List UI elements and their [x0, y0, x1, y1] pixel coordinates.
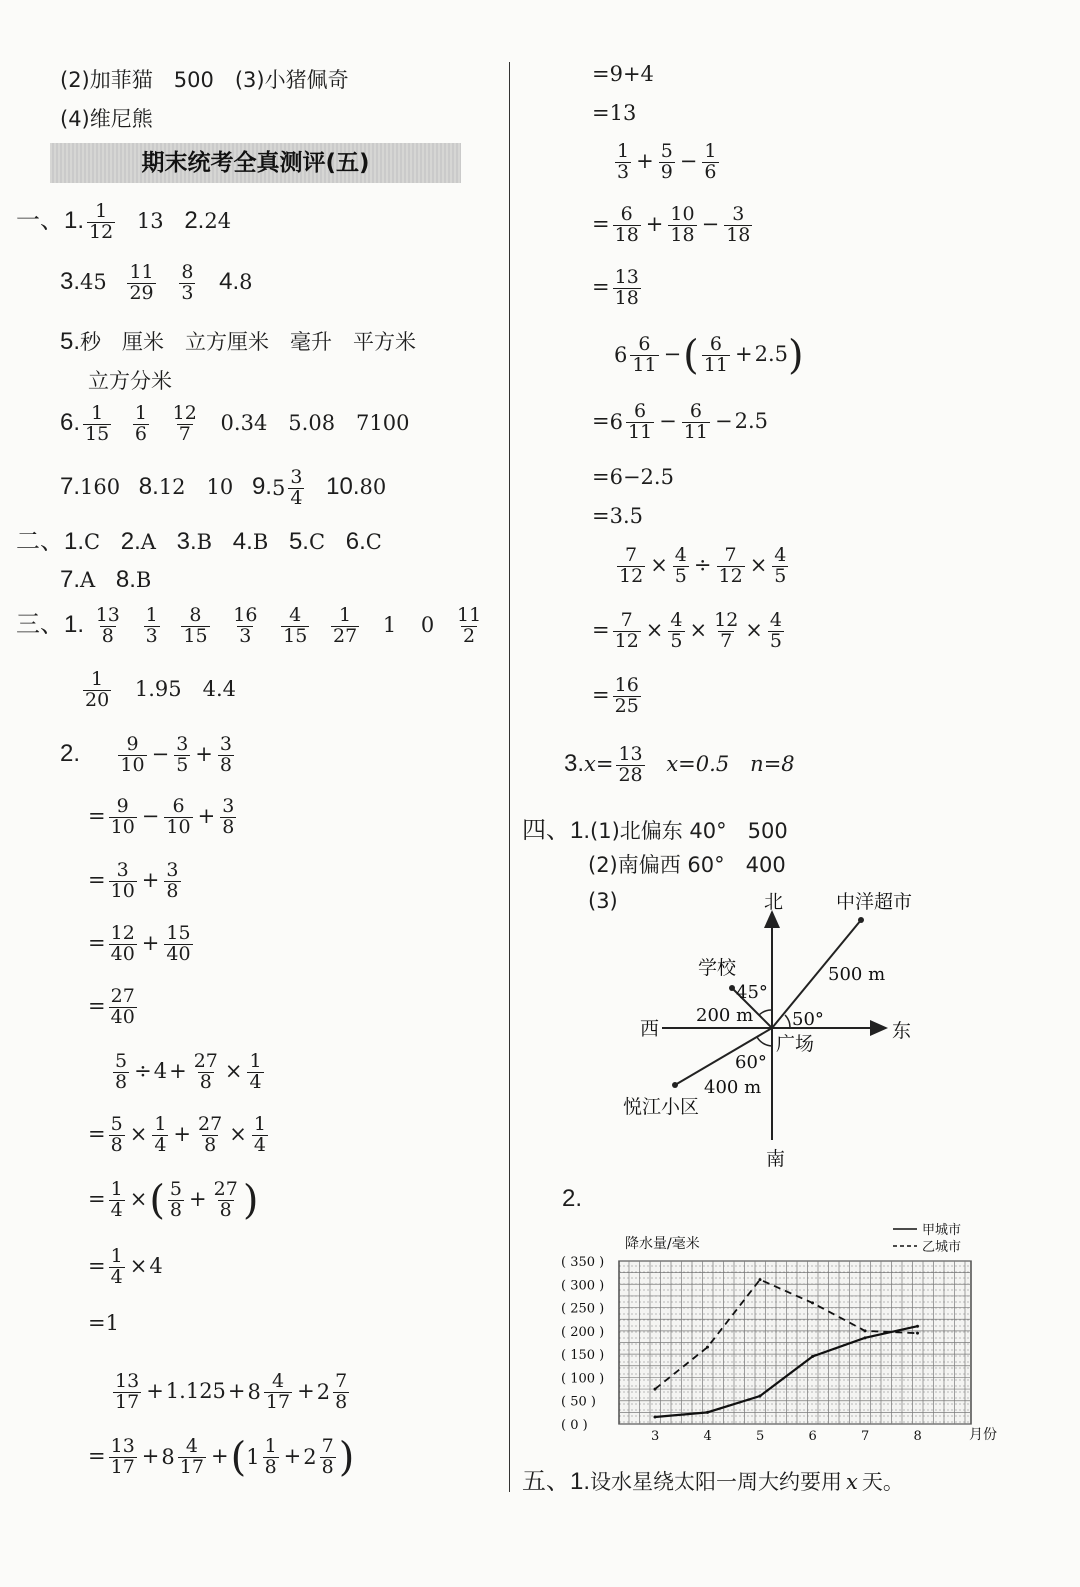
y-axis-label: 降水量/毫米: [625, 1236, 700, 1252]
answer-value: 0.34 5.08 7100: [220, 410, 410, 435]
s1-row2: [60, 263, 252, 304]
fraction: $\frac{4}{15}$: [283, 604, 308, 647]
question-number: 9.: [251, 472, 272, 500]
y-tick-label: ( 50 ): [561, 1394, 596, 1410]
answer-value: B: [252, 530, 269, 554]
data-point: [916, 1332, 919, 1335]
fraction: $\frac{8}{15}$: [183, 604, 208, 647]
question-number: 2.: [562, 1185, 583, 1212]
answer-value: C: [308, 530, 326, 554]
west-label: 西: [640, 1018, 660, 1040]
fraction: $\frac{1}{27}$: [332, 604, 358, 647]
answer-value: 45: [80, 269, 107, 294]
s1-row3: [60, 326, 416, 356]
section-label: 五、1.: [522, 1468, 591, 1495]
fraction: $\frac{11}{29}$: [129, 261, 154, 304]
x-tick-label: 3: [651, 1429, 660, 1444]
legend-label: 乙城市: [922, 1240, 962, 1255]
calc-line: =3.5: [592, 504, 643, 528]
calc-line: 2. $\frac{9}{10}$ − $\frac{3}{5}$ + $\frac{3}{8}$: [60, 733, 232, 776]
answer-value: 0: [420, 612, 435, 637]
answer-value: B: [196, 530, 213, 554]
data-point: [811, 1301, 814, 1304]
y-tick-label: ( 250 ): [561, 1301, 605, 1317]
question-number: 4.: [219, 267, 240, 295]
calc-line: = $\frac{27}{40}$: [88, 985, 135, 1028]
precipitation-chart: [555, 1215, 1005, 1450]
calc-line: = $\frac{7}{12}$ × $\frac{4}{5}$ × $\frac{12}{7}$ × $\frac{4}{5}$: [592, 609, 782, 652]
answer-value: C: [365, 530, 382, 554]
calc-line: $\frac{13}{17}$ +1.125+ 8 $\frac{4}{17}$ + 2 $\frac{7}{8}$: [115, 1370, 348, 1413]
school-label: 学校: [698, 957, 737, 979]
question-number: 3.: [564, 749, 585, 777]
s5-row1: 五、1.设水星绕太阳一周大约要用 x 天。: [522, 1468, 904, 1495]
x-tick-label: 5: [756, 1429, 765, 1444]
question-number: 6.: [60, 408, 81, 436]
mixed-number: 5 $\frac{3}{4}$: [271, 466, 303, 509]
fraction: $\frac{8}{3}$: [181, 261, 194, 304]
answer-line: (3): [588, 889, 618, 913]
answer-value: A: [80, 568, 96, 592]
fraction: $\frac{1}{6}$: [134, 402, 147, 445]
s1-row5: [60, 404, 410, 445]
fraction: $\frac{16}{3}$: [233, 604, 258, 647]
s4-row1: [522, 810, 788, 845]
s3-row1: [16, 606, 486, 647]
answer-value: 24: [204, 208, 232, 233]
fraction: $\frac{1}{12}$: [89, 200, 114, 243]
section-label: 一、1.: [16, 206, 85, 234]
answer-value: 1.95 4.4: [134, 676, 237, 701]
angle-arc: [759, 1010, 772, 1015]
distance-label: 400 m: [704, 1077, 762, 1098]
answer-value: (1)北偏东 40° 500: [590, 819, 788, 843]
question-number: 3.: [60, 267, 81, 295]
distance-label: 500 m: [828, 964, 886, 985]
answer-line: (2)南偏西 60° 400: [588, 853, 786, 877]
data-point: [706, 1346, 709, 1349]
answer-value: 秒 厘米 立方厘米 毫升 平方米: [80, 330, 417, 354]
calc-line: $\frac{5}{8}$ ÷4+ $\frac{27}{8}$ × $\frac{1}{4}$: [115, 1050, 262, 1093]
calc-line: = $\frac{5}{8}$ × $\frac{1}{4}$ + $\frac{27}{8}$ × $\frac{1}{4}$: [88, 1113, 266, 1156]
distance-label: 200 m: [696, 1005, 754, 1026]
data-point: [916, 1325, 919, 1328]
supermarket-point: [858, 917, 864, 923]
data-point: [811, 1355, 814, 1358]
answer-value: 80: [359, 474, 387, 499]
answer-line: 立方分米: [88, 369, 172, 393]
calc-line: = $\frac{13}{17}$ + 8 $\frac{4}{17}$ +( 1 $\frac{1}{8}$ + 2 $\frac{7}{8}$ ): [88, 1434, 355, 1481]
calc-line: =1: [88, 1311, 119, 1335]
angle-arc: [757, 1037, 772, 1046]
calc-line: = $\frac{12}{40}$ + $\frac{15}{40}$: [88, 922, 191, 965]
fraction: $\frac{1}{20}$: [85, 668, 110, 711]
calc-line: = $\frac{13}{18}$: [592, 266, 639, 309]
calc-line: 6 $\frac{6}{11}$ −( $\frac{6}{11}$ +2.5): [614, 332, 804, 379]
calc-line: = $\frac{9}{10}$ − $\frac{6}{10}$ + $\frac{3}{8}$: [88, 795, 235, 838]
angle-label: 50°: [792, 1009, 824, 1030]
section-banner: 期末统考全真测评(五): [50, 143, 461, 183]
s3-q3: 3.x= $\frac{13}{28}$ x=0.5 n=8: [564, 743, 795, 786]
x-ticks: [651, 1429, 922, 1444]
direction-diagram: [620, 880, 940, 1180]
section-label: 四、1.: [522, 817, 591, 844]
s1-row1: [16, 202, 231, 243]
calc-line: = $\frac{3}{10}$ + $\frac{3}{8}$: [88, 859, 179, 902]
y-tick-label: ( 150 ): [561, 1348, 605, 1364]
south-label: 南: [766, 1148, 786, 1170]
s2-row2: 7.A 8.B: [60, 566, 152, 593]
fraction: $\frac{12}{7}$: [172, 402, 197, 445]
x-axis-label: 月份: [969, 1427, 997, 1443]
question-number: 10.: [326, 472, 360, 500]
answer-value: C: [84, 530, 101, 554]
supermarket-label: 中洋超市: [836, 891, 913, 913]
y-tick-label: ( 300 ): [561, 1278, 605, 1294]
data-point: [864, 1336, 867, 1339]
y-tick-label: ( 200 ): [561, 1324, 605, 1340]
school-point: [729, 985, 735, 991]
answer-value: B: [135, 568, 152, 592]
answer-value: x=0.5 n=8: [666, 751, 795, 776]
fraction: $\frac{13}{8}$: [95, 604, 120, 647]
y-tick-label: ( 350 ): [561, 1255, 605, 1270]
question-number: 7.: [60, 472, 81, 500]
x-tick-label: 7: [861, 1429, 870, 1444]
calc-line: = $\frac{6}{18}$ + $\frac{10}{18}$ − $\frac{3}{18}$: [592, 203, 751, 246]
calc-line: $\frac{7}{12}$ × $\frac{4}{5}$ ÷ $\frac{7}{12}$ × $\frac{4}{5}$: [619, 544, 787, 587]
s3-row2: [80, 670, 236, 711]
plaza-label: 广场: [776, 1033, 815, 1055]
answer-value: 13: [136, 208, 164, 233]
calc-line: $\frac{1}{3}$ + $\frac{5}{9}$ − $\frac{1}{6}$: [617, 140, 717, 183]
community-point: [672, 1082, 678, 1088]
calc-line: =6−2.5: [592, 465, 674, 489]
question-number: 5.: [60, 328, 81, 355]
east-label: 东: [892, 1020, 912, 1042]
answer-value: 8: [239, 269, 253, 294]
data-point: [864, 1329, 867, 1332]
calc-line: = 6 $\frac{6}{11}$ − $\frac{6}{11}$ −2.5: [592, 400, 768, 443]
calc-line: = $\frac{16}{25}$: [592, 674, 639, 717]
community-label: 悦江小区: [623, 1096, 700, 1118]
data-point: [759, 1278, 762, 1281]
s1-row6: [60, 468, 386, 509]
fraction: $\frac{1}{15}$: [85, 402, 110, 445]
angle-arc: [785, 1015, 790, 1028]
answer-line: (4)维尼熊: [60, 107, 153, 131]
fraction: $\frac{11}{2}$: [456, 604, 482, 647]
question-number: 2.: [184, 206, 205, 234]
fraction: $\frac{1}{3}$: [145, 604, 158, 647]
calc-line: =9+4: [592, 62, 654, 86]
answer-value: 1: [382, 612, 397, 637]
calc-line: = $\frac{1}{4}$ ×( $\frac{5}{8}$ + $\frac{27}{8}$ ): [88, 1177, 259, 1224]
section-label: 三、1.: [16, 610, 85, 638]
y-ticks: [561, 1255, 604, 1433]
section-label: 二、: [16, 528, 64, 555]
y-tick-label: ( 0 ): [561, 1418, 588, 1433]
data-point: [759, 1395, 762, 1398]
angle-label: 60°: [735, 1052, 767, 1073]
angle-label: 45°: [736, 982, 768, 1003]
column-divider: [509, 62, 510, 1492]
question-number: 8.: [138, 472, 159, 500]
question-number: 2.: [60, 739, 81, 767]
data-point: [706, 1411, 709, 1414]
calc-line: =13: [592, 101, 637, 125]
x-tick-label: 4: [703, 1429, 712, 1444]
data-point: [654, 1416, 657, 1419]
north-label: 北: [764, 891, 784, 913]
legend-label: 甲城市: [922, 1223, 962, 1238]
answer-value: 12 10: [158, 474, 234, 499]
s2-row1: 二、1.C 2.A 3.B 4.B 5.C 6.C: [16, 528, 382, 555]
calc-line: = $\frac{1}{4}$ ×4: [88, 1245, 163, 1288]
data-point: [654, 1388, 657, 1391]
answer-value: A: [140, 530, 156, 554]
answer-line: (2)加菲猫 500 (3)小猪佩奇: [60, 68, 349, 92]
x-tick-label: 8: [913, 1429, 922, 1444]
x-tick-label: 6: [808, 1429, 817, 1444]
y-tick-label: ( 100 ): [561, 1371, 605, 1387]
answer-value: 160: [80, 474, 121, 499]
